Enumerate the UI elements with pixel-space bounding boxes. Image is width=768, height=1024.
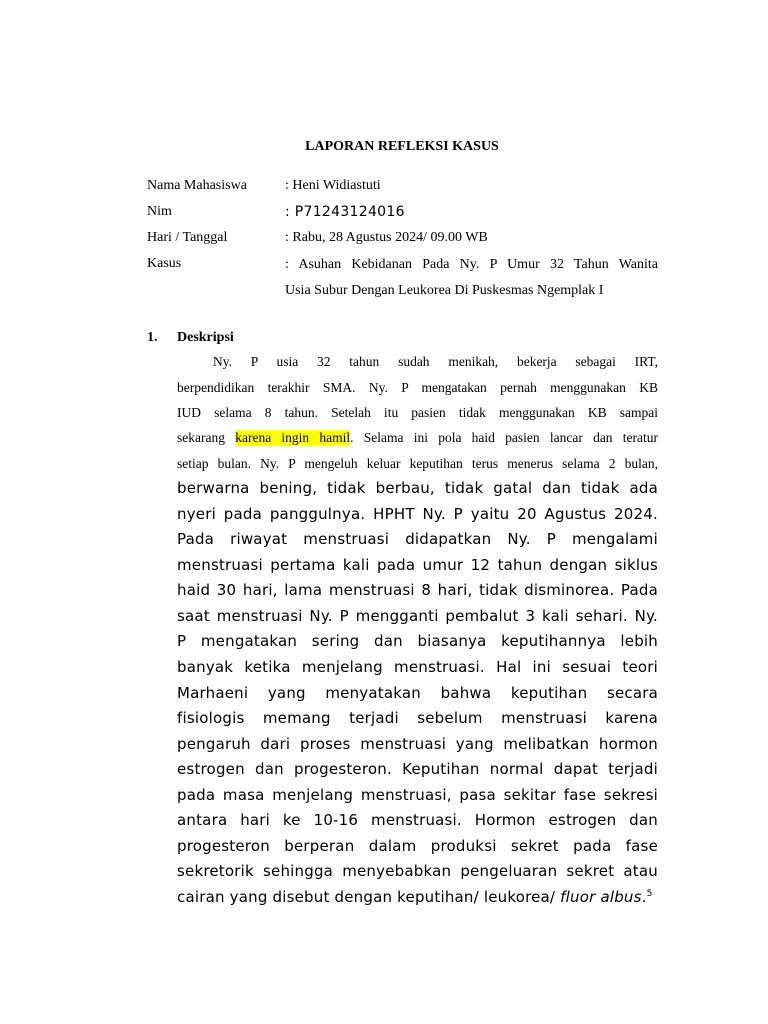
paragraph-line: IUD selama 8 tahun. Setelah itu pasien tidak menggunakan KB sampai bbox=[177, 405, 658, 420]
paragraph-line: saat menstruasi Ny. P mengganti pembalut 3 kali sehari. Ny. bbox=[177, 607, 658, 625]
field-label: Kasus bbox=[147, 256, 182, 271]
kasus-line-2: Usia Subur Dengan Leukorea Di Puskesmas Ngemplak I bbox=[285, 283, 604, 298]
highlighted-text: karena ingin hamil bbox=[235, 430, 351, 445]
paragraph-line: berwarna bening, tidak berbau, tidak gatal dan tidak ada bbox=[177, 479, 658, 497]
document-title: LAPORAN REFLEKSI KASUS bbox=[305, 139, 499, 154]
paragraph-line: P mengatakan sering dan biasanya keputihannya lebih bbox=[177, 632, 658, 650]
paragraph-line: Marhaeni yang menyatakan bahwa keputihan secara bbox=[177, 684, 658, 702]
paragraph-line: Pada riwayat menstruasi didapatkan Ny. P mengalami bbox=[177, 530, 658, 548]
field-kasus-value bbox=[285, 252, 658, 304]
paragraph-line: Ny. P usia 32 tahun sudah menikah, bekerja sebagai IRT, bbox=[213, 354, 658, 369]
paragraph-line: haid 30 hari, lama menstruasi 8 hari, tidak disminorea. Pada bbox=[177, 581, 658, 599]
paragraph-line: pada masa menjelang menstruasi, pasa sekitar fase sekresi bbox=[177, 786, 658, 804]
line-text: . Selama ini pola haid pasien lancar dan teratur bbox=[350, 430, 659, 445]
footnote-reference: 5 bbox=[646, 889, 653, 899]
paragraph-line: estrogen dan progesteron. Keputihan normal dapat terjadi bbox=[177, 760, 658, 778]
section-title: Deskripsi bbox=[177, 330, 234, 345]
italic-term: fluor albus bbox=[560, 888, 642, 906]
field-label: Hari / Tanggal bbox=[147, 230, 228, 245]
paragraph-line: setiap bulan. Ny. P mengeluh keluar keputihan terus menerus selama 2 bulan, bbox=[177, 456, 658, 471]
field-value: : P71243124016 bbox=[285, 204, 405, 220]
paragraph-line: sekretorik sehingga menyebabkan pengeluaran sekret atau bbox=[177, 862, 658, 880]
paragraph-line: fisiologis memang terjadi sebelum menstruasi karena bbox=[177, 709, 658, 727]
paragraph-line: menstruasi pertama kali pada umur 12 tahun dengan siklus bbox=[177, 556, 658, 574]
paragraph-line: berpendidikan terakhir SMA. Ny. P mengatakan pernah menggunakan KB bbox=[177, 380, 658, 395]
section-number: 1. bbox=[147, 330, 158, 345]
paragraph-line: pengaruh dari proses menstruasi yang melibatkan hormon bbox=[177, 735, 658, 753]
paragraph-line: antara hari ke 10-16 menstruasi. Hormon estrogen dan bbox=[177, 811, 658, 829]
paragraph-line bbox=[177, 886, 658, 908]
line-text: sekarang bbox=[177, 430, 236, 445]
line-text: cairan yang disebut dengan keputihan/ leukorea/ bbox=[177, 888, 561, 906]
kasus-line-1: : Asuhan Kebidanan Pada Ny. P Umur 32 Tahun Wanita bbox=[285, 257, 658, 272]
field-label: Nama Mahasiswa bbox=[147, 178, 247, 193]
paragraph-line: nyeri pada panggulnya. HPHT Ny. P yaitu 20 Agustus 2024. bbox=[177, 505, 658, 523]
line-text: . bbox=[641, 888, 647, 906]
paragraph-line bbox=[177, 428, 658, 448]
paragraph-line: progesteron berperan dalam produksi sekret pada fase bbox=[177, 837, 658, 855]
paragraph-line: banyak ketika menjelang menstruasi. Hal ini sesuai teori bbox=[177, 658, 658, 676]
field-value: : Heni Widiastuti bbox=[285, 178, 381, 193]
field-label: Nim bbox=[147, 204, 172, 219]
field-value: : Rabu, 28 Agustus 2024/ 09.00 WB bbox=[285, 230, 488, 245]
